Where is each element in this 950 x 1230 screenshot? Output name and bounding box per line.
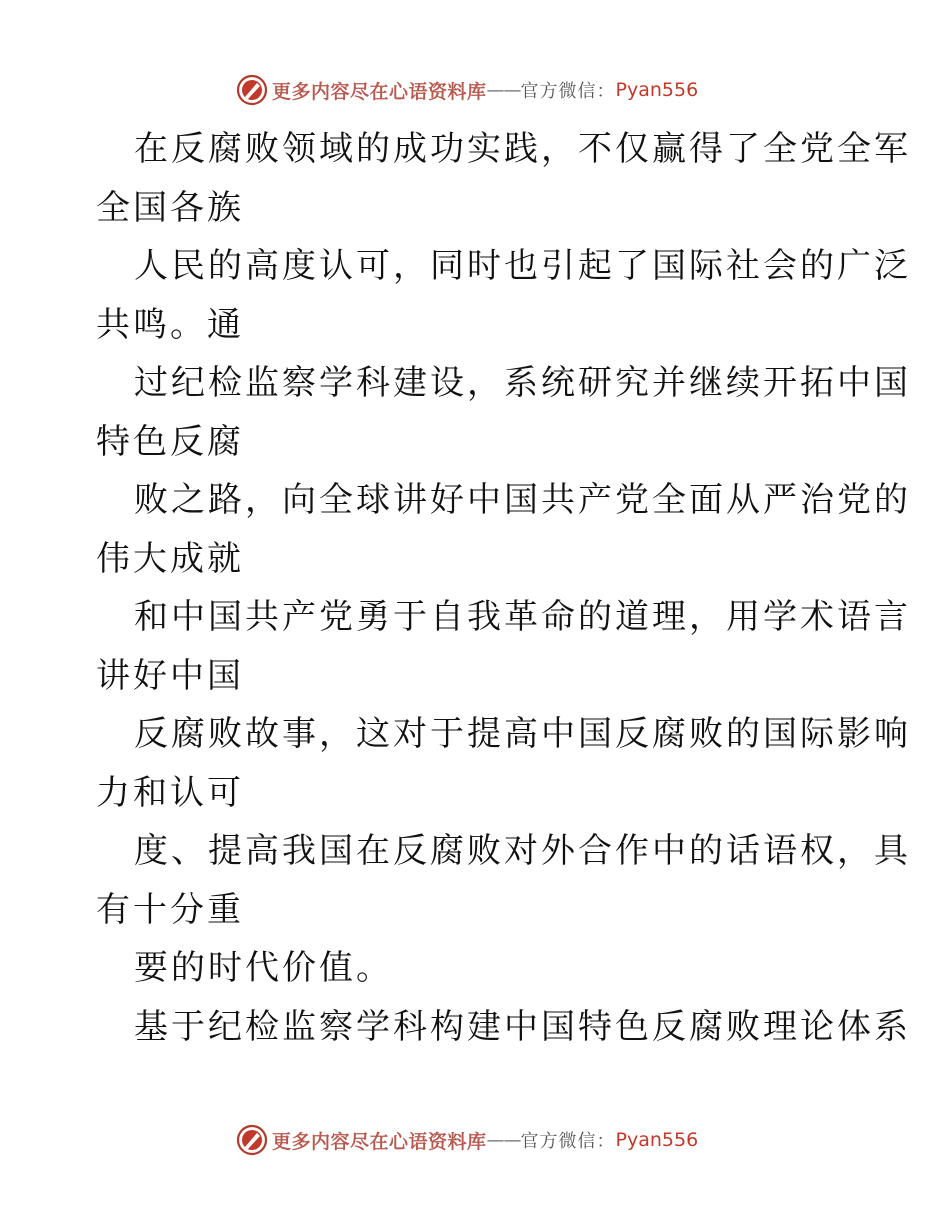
text-line: 特色反腐 xyxy=(96,421,244,462)
text-line: 力和认可 xyxy=(96,772,244,813)
watermark-text: 更多内容尽在心语资料库 xyxy=(272,1130,487,1153)
watermark-wechat-id: Pyan556 xyxy=(615,79,699,101)
watermark-wechat-id: Pyan556 xyxy=(615,1129,699,1151)
text-line: 共鸣。通 xyxy=(96,304,244,345)
text-line: 过纪检监察学科建设，系统研究并继续开拓中国 xyxy=(134,363,911,403)
header-watermark xyxy=(236,72,698,108)
text-line: 和中国共产党勇于自我革命的道理，用学术语言 xyxy=(134,597,911,637)
watermark-label: 官方微信： xyxy=(520,81,616,102)
text-line: 在反腐败领域的成功实践，不仅赢得了全党全军 xyxy=(134,129,911,169)
text-line: 讲好中国 xyxy=(96,655,244,696)
quill-logo-icon xyxy=(236,74,268,106)
watermark-label: 官方微信： xyxy=(520,1131,616,1152)
watermark-dash: —— xyxy=(486,79,521,101)
quill-logo-icon xyxy=(236,1124,268,1156)
text-line: 反腐败故事，这对于提高中国反腐败的国际影响 xyxy=(134,714,911,754)
text-line: 人民的高度认可，同时也引起了国际社会的广泛 xyxy=(134,246,911,286)
body-text xyxy=(96,120,911,1056)
text-line: 度、提高我国在反腐败对外合作中的话语权，具 xyxy=(134,831,911,871)
text-line: 败之路，向全球讲好中国共产党全面从严治党的 xyxy=(134,480,911,520)
text-line: 伟大成就 xyxy=(96,538,244,579)
text-line: 全国各族 xyxy=(96,187,244,228)
watermark-text: 更多内容尽在心语资料库 xyxy=(272,80,487,103)
footer-watermark xyxy=(236,1122,698,1158)
text-line: 要的时代价值。 xyxy=(134,948,393,988)
watermark-dash: —— xyxy=(486,1129,521,1151)
text-line: 基于纪检监察学科构建中国特色反腐败理论体系 xyxy=(134,1006,911,1047)
text-line: 有十分重 xyxy=(96,889,244,930)
